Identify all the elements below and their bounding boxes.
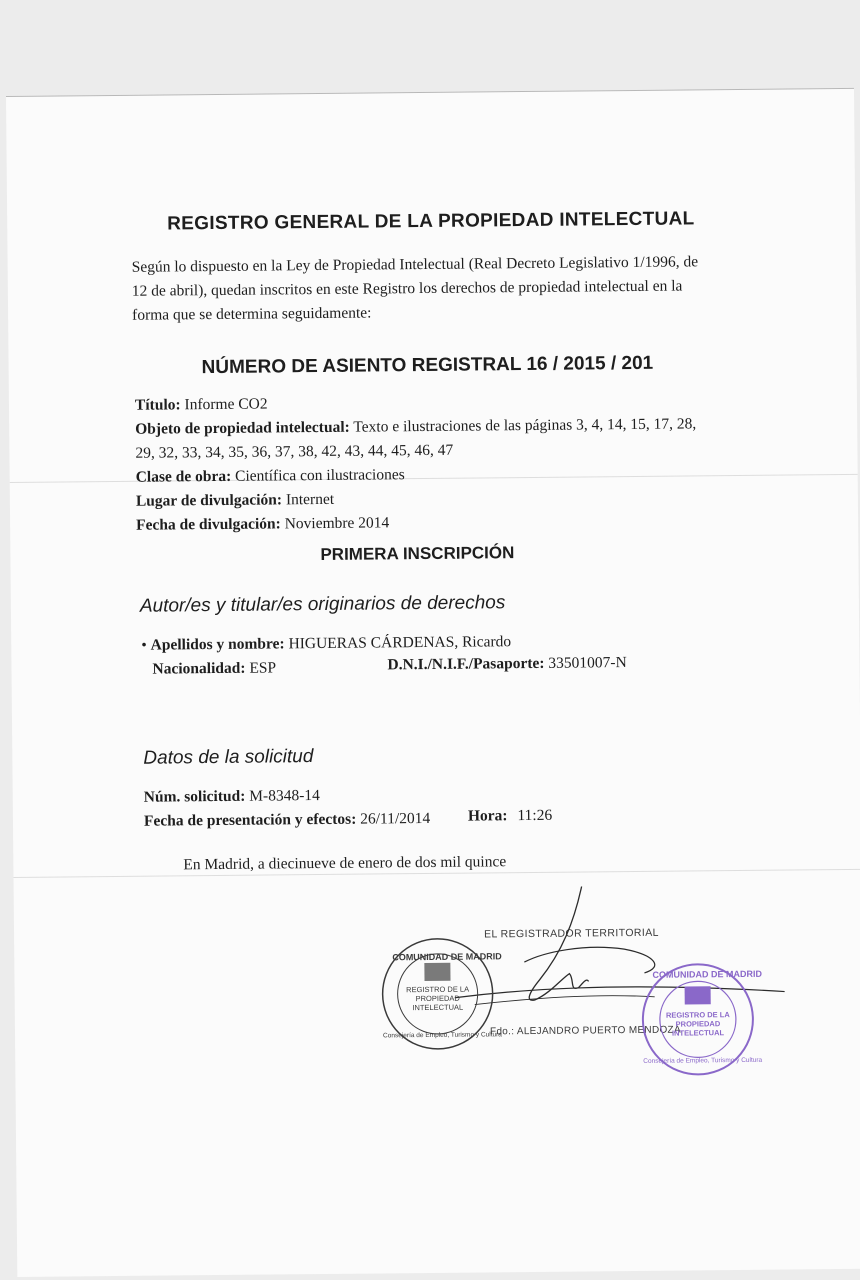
lugar-row <box>136 488 334 514</box>
author-name-label: Apellidos y nombre: <box>150 635 285 654</box>
left-stamp-ring-top: COMUNIDAD DE MADRID <box>392 951 502 963</box>
request-heading: Datos de la solicitud <box>143 746 314 769</box>
objeto-row <box>135 412 696 441</box>
request-hour-label: Hora: <box>467 807 508 825</box>
request-date-row <box>144 807 430 834</box>
titulo-label: Título: <box>134 396 181 414</box>
objeto-label: Objeto de propiedad intelectual: <box>135 418 350 438</box>
intro-line-3: forma que se determina seguidamente: <box>132 304 372 324</box>
left-stamp-center-2: PROPIEDAD <box>415 993 460 1004</box>
clase-label: Clase de obra: <box>135 467 232 486</box>
objeto-value-cont: 29, 32, 33, 34, 35, 36, 37, 38, 42, 43, 44, 45, 46, 47 <box>135 441 454 462</box>
intro-line-1: Según lo dispuesto en la Ley de Propiedad Intelectual (Real Decreto Legislativo 1/1996, de <box>131 253 699 276</box>
right-stamp-center-1: REGISTRO DE LA <box>665 1010 730 1020</box>
fecha-divulgacion-label: Fecha de divulgación: <box>136 515 281 534</box>
objeto-value: Texto e ilustraciones de las páginas 3, 4, 14, 15, 17, 28, <box>353 415 697 436</box>
bullet-icon: • <box>141 636 147 654</box>
fecha-divulgacion-value: Noviembre 2014 <box>284 514 390 533</box>
document-page <box>6 88 860 1277</box>
document-title: REGISTRO GENERAL DE LA PROPIEDAD INTELECTUAL <box>167 208 695 235</box>
titulo-value: Informe CO2 <box>184 395 268 414</box>
authors-heading: Autor/es y titular/es originarios de derechos <box>139 592 506 617</box>
id-row <box>387 651 626 677</box>
clase-row <box>136 463 405 490</box>
place-date: En Madrid, a diecinueve de enero de dos mil quince <box>183 853 507 874</box>
nationality-value: ESP <box>249 659 277 677</box>
request-date-value: 26/11/2014 <box>360 809 431 828</box>
registrar-title: EL REGISTRADOR TERRITORIAL <box>484 926 659 941</box>
signed-by: Fdo.: ALEJANDRO PUERTO MENDOZA <box>489 1024 681 1038</box>
nationality-label: Nacionalidad: <box>152 659 246 678</box>
nationality-row <box>152 656 276 681</box>
right-stamp-ring-bottom: Consejería de Empleo, Turismo y Cultura <box>643 1056 763 1065</box>
left-stamp-center-3: INTELECTUAL <box>412 1002 464 1013</box>
right-stamp-center-3: INTELECTUAL <box>671 1028 725 1038</box>
request-date-label: Fecha de presentación y efectos: <box>143 810 357 830</box>
section-title: PRIMERA INSCRIPCIÓN <box>320 543 515 565</box>
left-stamp-center-1: REGISTRO DE LA <box>406 984 470 995</box>
left-stamp-ring-bottom: Consejería de Empleo, Turismo y Cultura <box>383 1031 502 1040</box>
request-num-label: Núm. solicitud: <box>143 787 246 806</box>
asiento-number: NÚMERO DE ASIENTO REGISTRAL 16 / 2015 / 201 <box>201 352 654 379</box>
request-num-value: M-8348-14 <box>249 787 320 805</box>
request-hour-row <box>468 804 552 829</box>
lugar-value: Internet <box>285 490 335 509</box>
id-label: D.N.I./N.I.F./Pasaporte: <box>387 654 545 674</box>
titulo-row <box>135 393 268 418</box>
request-hour-value: 11:26 <box>517 806 553 825</box>
id-value: 33501007-N <box>548 654 627 672</box>
clase-value: Científica con ilustraciones <box>235 466 405 485</box>
intro-line-2: 12 de abril), quedan inscritos en este Registro los derechos de propiedad intelectual en la <box>131 277 683 300</box>
author-name-value: HIGUERAS CÁRDENAS, Ricardo <box>288 633 512 653</box>
request-num-row <box>144 784 320 810</box>
lugar-label: Lugar de divulgación: <box>135 491 283 510</box>
right-stamp-center-2: PROPIEDAD <box>675 1019 721 1029</box>
fecha-divulgacion-row <box>136 511 389 537</box>
right-stamp-ring-top: COMUNIDAD DE MADRID <box>652 968 763 980</box>
